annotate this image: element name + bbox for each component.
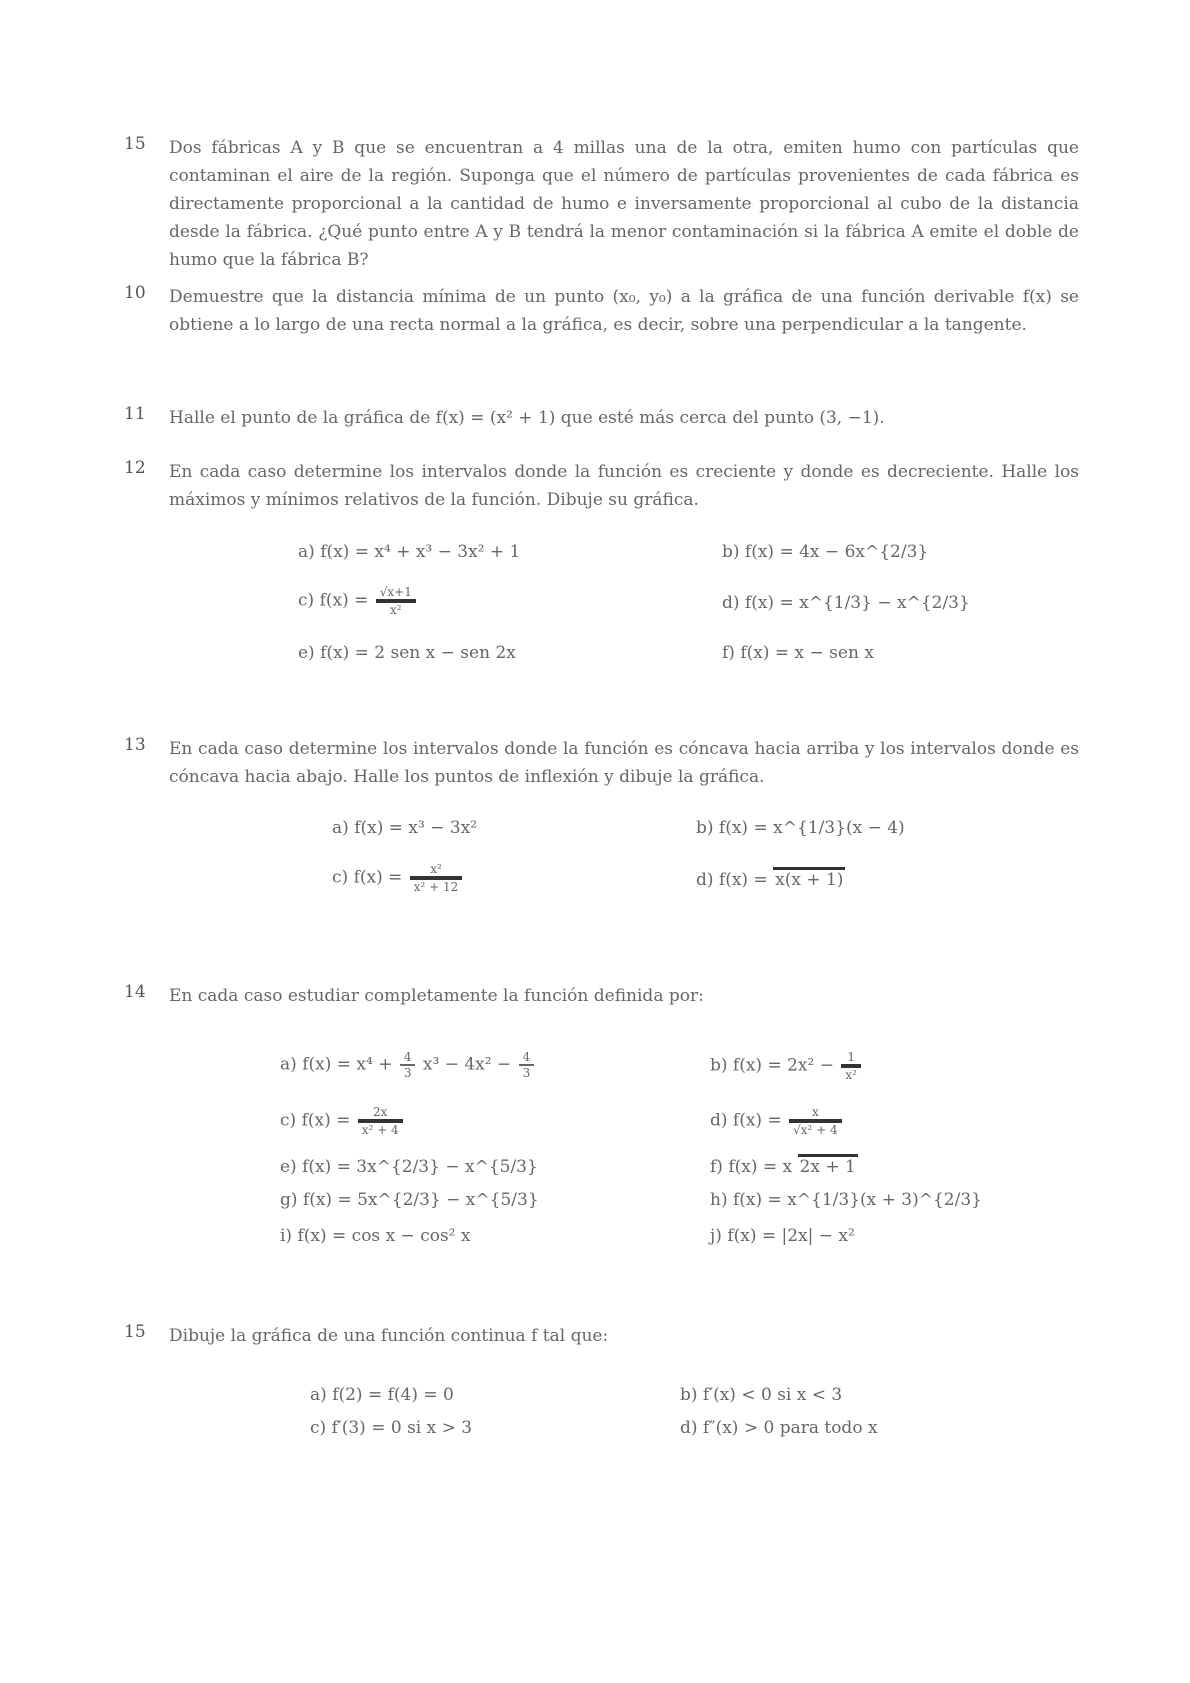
option-f <box>710 1157 858 1177</box>
option-expr: f(x) = x^{1/3}(x − 4) <box>718 818 905 838</box>
option-label: a) <box>310 1385 327 1405</box>
fraction <box>789 1105 842 1137</box>
option-expr: f(x) = 2 sen x − sen 2x <box>320 643 516 663</box>
option-expr: f(x) = <box>301 1110 351 1131</box>
option-b <box>722 542 928 562</box>
option-expr: x³ − 4x² − <box>422 1054 512 1075</box>
fraction-numerator: 2x <box>373 1105 388 1119</box>
problem-12 <box>124 458 1079 514</box>
option-a <box>332 818 477 838</box>
problem-15b <box>124 1322 1079 1350</box>
fraction <box>841 1050 861 1082</box>
option-c <box>298 585 418 617</box>
option-label: d) <box>722 593 740 613</box>
square-root: 2x + 1 <box>798 1154 858 1177</box>
option-label: c) <box>280 1110 297 1131</box>
option-expr: f(x) = x³ − 3x² <box>354 818 478 838</box>
option-label: b) <box>722 542 740 562</box>
option-label: j) <box>710 1226 722 1246</box>
option-label: h) <box>710 1190 728 1210</box>
option-expr: f(x) = x − sen x <box>740 643 874 663</box>
option-label: a) <box>280 1054 297 1075</box>
problem-13 <box>124 735 1079 791</box>
option-label: a) <box>332 818 349 838</box>
option-d <box>696 870 845 890</box>
option-expr: f(x) = 4x − 6x^{2/3} <box>744 542 929 562</box>
fraction <box>400 1050 416 1080</box>
option-expr: f′(3) = 0 si x > 3 <box>331 1418 473 1438</box>
fraction-numerator: 4 <box>403 1050 412 1064</box>
option-g <box>280 1190 539 1210</box>
option-f <box>722 643 874 663</box>
option-expr: f′(x) < 0 si x < 3 <box>702 1385 843 1405</box>
problem-number: 15 <box>124 1322 146 1342</box>
option-expr: f(x) = <box>319 590 369 611</box>
fraction <box>358 1105 403 1137</box>
option-label: a) <box>298 542 315 562</box>
option-label: d) <box>710 1110 728 1131</box>
problem-14 <box>124 982 1079 1010</box>
problem-text: Halle el punto de la gráfica de f(x) = (x² + 1) que esté más cerca del punto (3, −1). <box>169 408 885 428</box>
option-a <box>280 1050 536 1080</box>
option-expr: f(x) = 3x^{2/3} − x^{5/3} <box>302 1157 538 1177</box>
option-d <box>680 1418 878 1438</box>
problem-number: 15 <box>124 134 146 154</box>
option-expr: f(x) = x⁴ + <box>302 1054 393 1075</box>
option-expr: f(x) = <box>732 1110 782 1131</box>
problem-number: 11 <box>124 404 146 424</box>
option-label: d) <box>696 870 714 890</box>
option-label: f) <box>710 1157 723 1177</box>
fraction-denominator: x² + 12 <box>410 876 463 894</box>
option-e <box>298 643 516 663</box>
fraction-denominator: √x² + 4 <box>789 1119 842 1137</box>
option-e <box>280 1157 538 1177</box>
option-h <box>710 1190 982 1210</box>
option-a <box>298 542 520 562</box>
option-label: c) <box>310 1418 327 1438</box>
option-expr: f(x) = x^{1/3} − x^{2/3} <box>744 593 970 613</box>
option-label: b) <box>680 1385 698 1405</box>
fraction <box>376 585 416 617</box>
option-expr: f(2) = f(4) = 0 <box>332 1385 454 1405</box>
option-d <box>710 1105 844 1137</box>
option-expr: f(x) = x <box>728 1157 793 1177</box>
problem-text: En cada caso determine los intervalos donde la función es cóncava hacia arriba y los intervalos donde es cóncava hacia abajo. Halle los puntos de inflexión y dibuje la gráfica. <box>169 739 1079 787</box>
option-c <box>310 1418 472 1438</box>
problem-10 <box>124 283 1079 339</box>
problem-text: Demuestre que la distancia mínima de un punto (x₀, y₀) a la gráfica de una función derivable f(x) se obtiene a lo largo de una recta normal a la gráfica, es decir, sobre una perpendicular a la tangente. <box>169 287 1079 335</box>
option-label: g) <box>280 1190 298 1210</box>
fraction-denominator: 3 <box>519 1064 535 1080</box>
option-d <box>722 593 970 613</box>
option-expr: f(x) = <box>718 870 768 890</box>
option-expr: f(x) = x⁴ + x³ − 3x² + 1 <box>320 542 521 562</box>
option-c <box>280 1105 405 1137</box>
problem-text: En cada caso determine los intervalos donde la función es creciente y donde es decreciente. Halle los máximos y mínimos relativos de la función. Dibuje su gráfica. <box>169 462 1079 510</box>
option-b <box>710 1050 863 1082</box>
square-root: x(x + 1) <box>773 867 845 890</box>
option-j <box>710 1226 855 1246</box>
problem-number: 12 <box>124 458 146 478</box>
option-a <box>310 1385 454 1405</box>
fraction-denominator: x² <box>376 599 416 617</box>
option-label: b) <box>710 1055 728 1076</box>
option-label: e) <box>298 643 315 663</box>
fraction <box>410 862 463 894</box>
problem-text: Dibuje la gráfica de una función continua f tal que: <box>169 1326 609 1346</box>
option-label: c) <box>298 590 315 611</box>
option-expr: f(x) = x^{1/3}(x + 3)^{2/3} <box>733 1190 982 1210</box>
problem-number: 14 <box>124 982 146 1002</box>
option-i <box>280 1226 471 1246</box>
option-label: c) <box>332 867 349 888</box>
fraction-numerator: 1 <box>847 1050 855 1064</box>
option-b <box>696 818 905 838</box>
fraction-numerator: x <box>812 1105 819 1119</box>
problem-number: 13 <box>124 735 146 755</box>
option-label: e) <box>280 1157 297 1177</box>
option-expr: f(x) = 2x² − <box>732 1055 834 1076</box>
fraction-denominator: x² <box>841 1064 861 1082</box>
fraction-numerator: 4 <box>522 1050 531 1064</box>
option-expr: f(x) = cos x − cos² x <box>297 1226 471 1246</box>
option-label: i) <box>280 1226 293 1246</box>
fraction-numerator: √x+1 <box>379 585 412 599</box>
option-expr: f(x) = 5x^{2/3} − x^{5/3} <box>302 1190 539 1210</box>
option-expr: f(x) = |2x| − x² <box>727 1226 855 1246</box>
fraction-denominator: 3 <box>400 1064 416 1080</box>
problem-number: 10 <box>124 283 146 303</box>
problem-15a <box>124 134 1079 274</box>
problem-11 <box>124 404 1079 432</box>
option-label: f) <box>722 643 735 663</box>
fraction <box>519 1050 535 1080</box>
option-expr: f(x) = <box>353 867 403 888</box>
option-c <box>332 862 464 894</box>
option-expr: f″(x) > 0 para todo x <box>702 1418 878 1438</box>
fraction-numerator: x² <box>430 862 442 876</box>
problem-text: En cada caso estudiar completamente la función definida por: <box>169 986 704 1006</box>
option-label: b) <box>696 818 714 838</box>
fraction-denominator: x² + 4 <box>358 1119 403 1137</box>
option-label: d) <box>680 1418 698 1438</box>
problem-text: Dos fábricas A y B que se encuentran a 4 millas una de la otra, emiten humo con partículas que contaminan el aire de la región. Suponga que el número de partículas provenientes de cada fábrica es directamente proporcional a la cantidad de humo e inversamente proporcional al cubo de la distancia desde la fábrica. ¿Qué punto entre A y B tendrá la menor contaminación si la fábrica A emite el doble de humo que la fábrica B? <box>169 138 1079 270</box>
option-b <box>680 1385 842 1405</box>
